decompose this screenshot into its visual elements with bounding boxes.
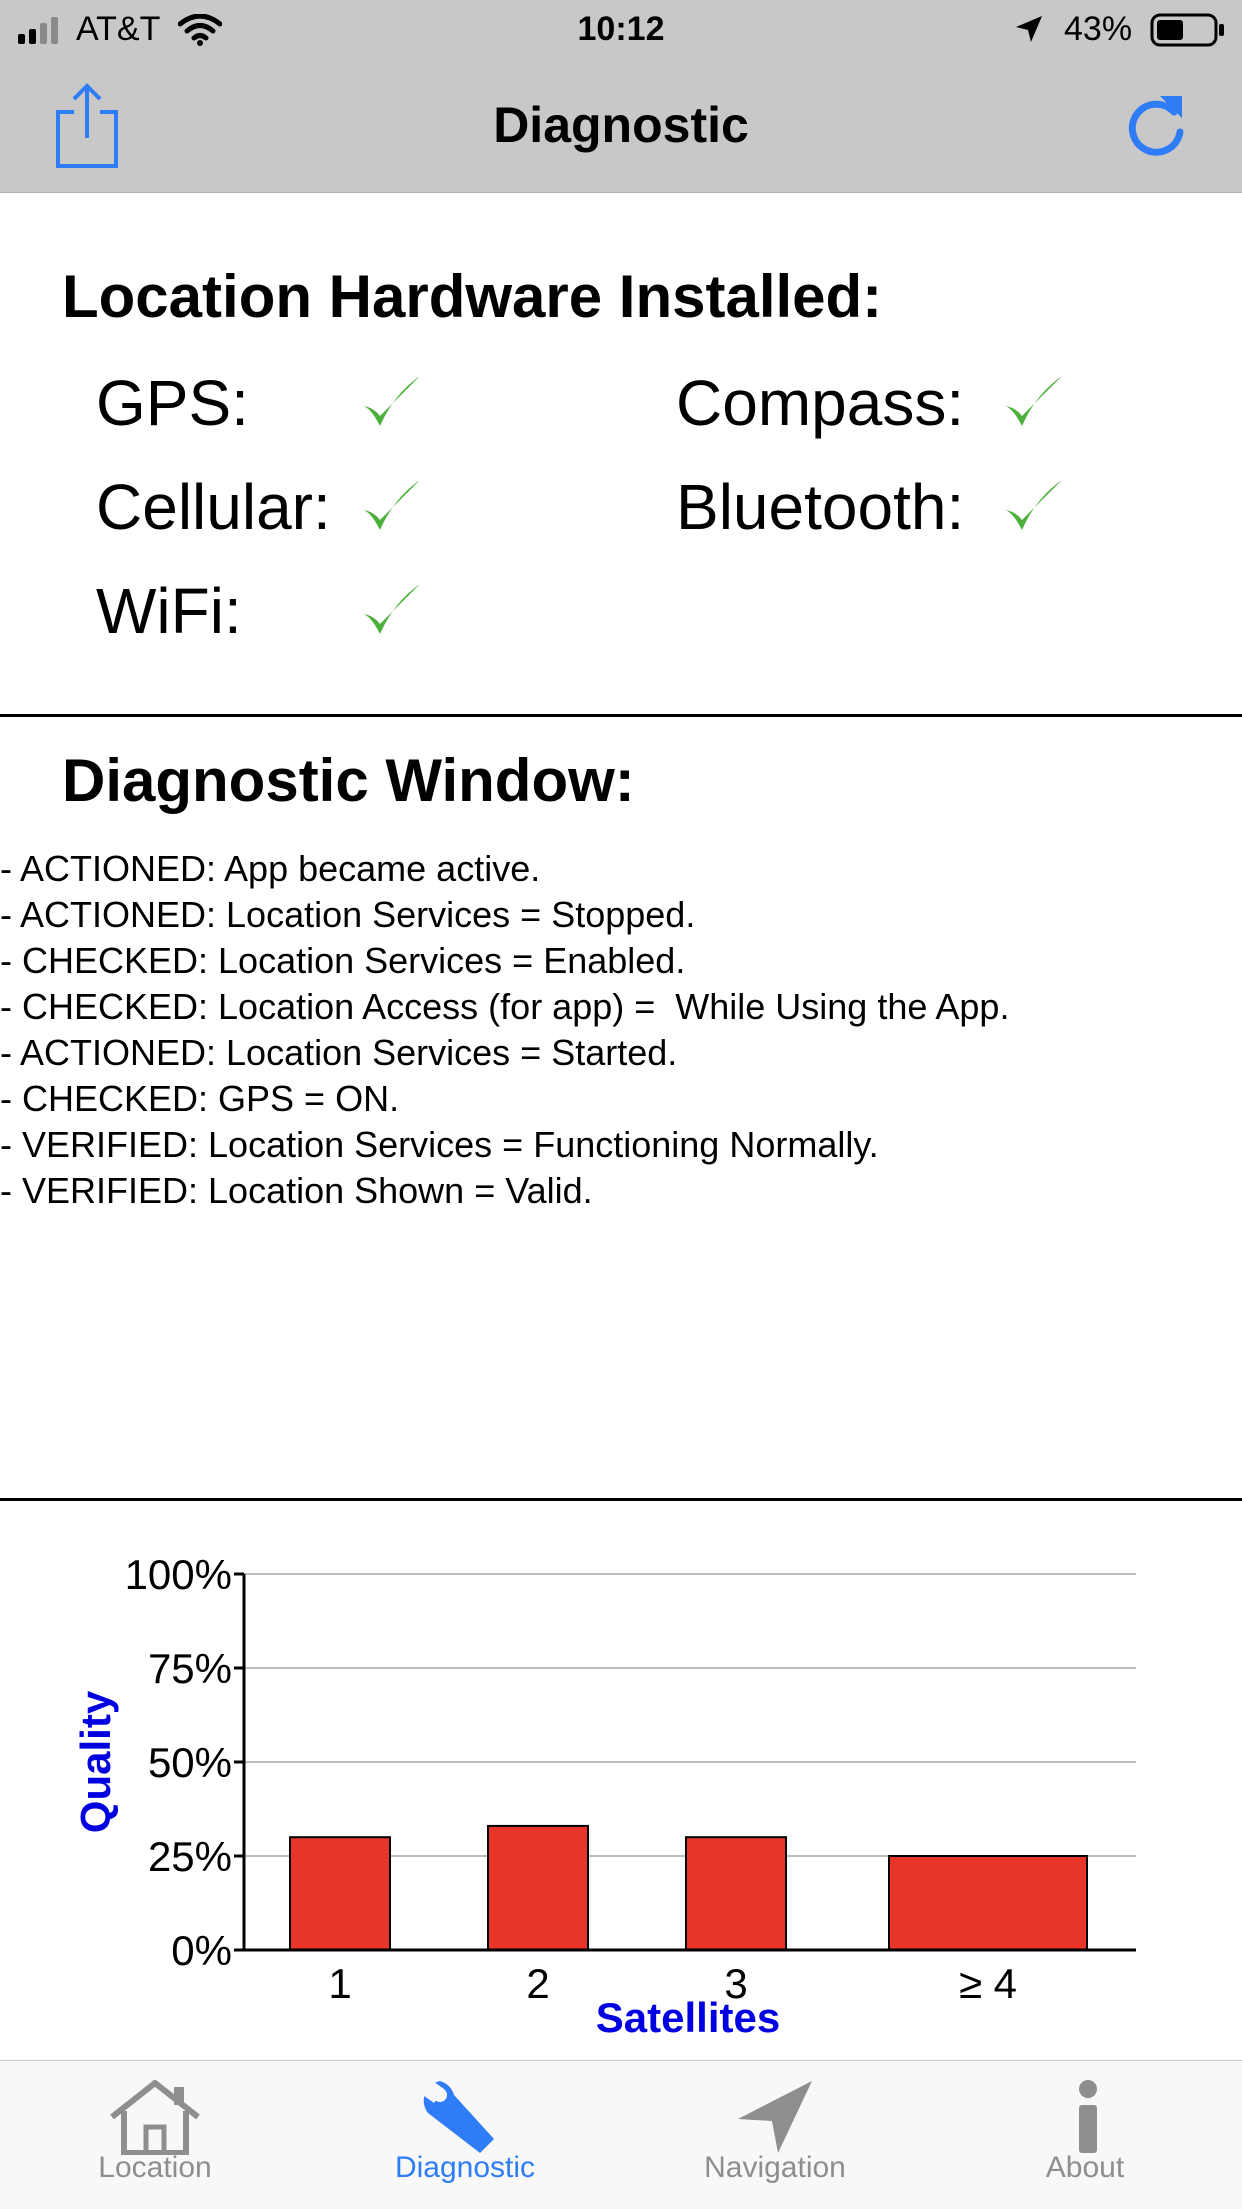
top-bar (0, 0, 1242, 193)
satellite-quality-chart (0, 1520, 1242, 2060)
hw-label-wifi: WiFi: (96, 575, 242, 647)
chart-bars (290, 1826, 1087, 1950)
section-divider (0, 714, 1242, 717)
y-tick-label: 100% (124, 1551, 232, 1598)
bar-3 (686, 1837, 786, 1950)
chart-y-ticks (125, 1551, 244, 1974)
log-line: - VERIFIED: Location Shown = Valid. (0, 1170, 593, 1211)
tab-bar (0, 2060, 1242, 2209)
log-line: - CHECKED: Location Services = Enabled. (0, 940, 686, 981)
battery-icon (1150, 12, 1226, 48)
hw-label-cellular: Cellular: (96, 471, 331, 543)
log-line: - VERIFIED: Location Services = Functioning Normally. (0, 1124, 879, 1165)
tab-about[interactable] (930, 2061, 1240, 2209)
section-divider (0, 1498, 1242, 1501)
tab-label: About (1045, 2151, 1125, 2184)
diagnostic-log (0, 846, 1242, 1214)
log-line: - ACTIONED: App became active. (0, 848, 541, 889)
house-icon (100, 2079, 210, 2155)
hardware-section-title: Location Hardware Installed: (62, 263, 883, 330)
log-line: - CHECKED: Location Access (for app) = While Using the App. (0, 986, 1010, 1027)
hw-label-compass: Compass: (676, 367, 965, 439)
log-line: - CHECKED: GPS = ON. (0, 1078, 400, 1119)
tab-label: Location (98, 2151, 212, 2184)
wrench-icon (410, 2079, 520, 2155)
bluetooth-check-icon (1002, 476, 1066, 540)
page-title: Diagnostic (493, 97, 749, 153)
wifi-check-icon (360, 580, 424, 644)
y-tick-label: 25% (147, 1833, 232, 1880)
x-axis-label: Satellites (595, 1994, 781, 2041)
info-icon (1030, 2079, 1140, 2155)
diagnostic-window-title: Diagnostic Window: (62, 747, 635, 814)
bar-4 (889, 1856, 1087, 1950)
location-arrow-icon (1014, 14, 1044, 44)
y-tick-label: 0% (171, 1927, 232, 1974)
tab-location[interactable] (0, 2061, 310, 2209)
log-line: - ACTIONED: Location Services = Stopped. (0, 894, 696, 935)
y-axis-label: Quality (72, 1690, 119, 1834)
hw-label-gps: GPS: (96, 367, 249, 439)
clock: 10:12 (577, 10, 665, 48)
compass-check-icon (1002, 372, 1066, 436)
x-tick-label: 2 (526, 1960, 550, 2007)
x-tick-label: 3 (724, 1960, 748, 2007)
bar-1 (290, 1837, 390, 1950)
x-tick-label: 1 (328, 1960, 352, 2007)
x-tick-label: ≥ 4 (958, 1960, 1018, 2007)
y-tick-label: 50% (147, 1739, 232, 1786)
battery-percent: 43% (1064, 10, 1133, 48)
cellular-check-icon (360, 476, 424, 540)
chart-gridlines (244, 1574, 1136, 1856)
y-tick-label: 75% (147, 1645, 232, 1692)
refresh-icon[interactable] (1124, 90, 1188, 160)
tab-label: Navigation (704, 2151, 846, 2184)
tab-navigation[interactable] (620, 2061, 930, 2209)
hw-label-bluetooth: Bluetooth: (676, 471, 965, 543)
tab-diagnostic[interactable] (310, 2061, 620, 2209)
gps-check-icon (360, 372, 424, 436)
carrier-label: AT&T (76, 10, 161, 48)
log-line: - ACTIONED: Location Services = Started. (0, 1032, 678, 1073)
bar-2 (488, 1826, 588, 1950)
tab-label: Diagnostic (394, 2151, 536, 2184)
navigation-arrow-icon (720, 2079, 830, 2155)
